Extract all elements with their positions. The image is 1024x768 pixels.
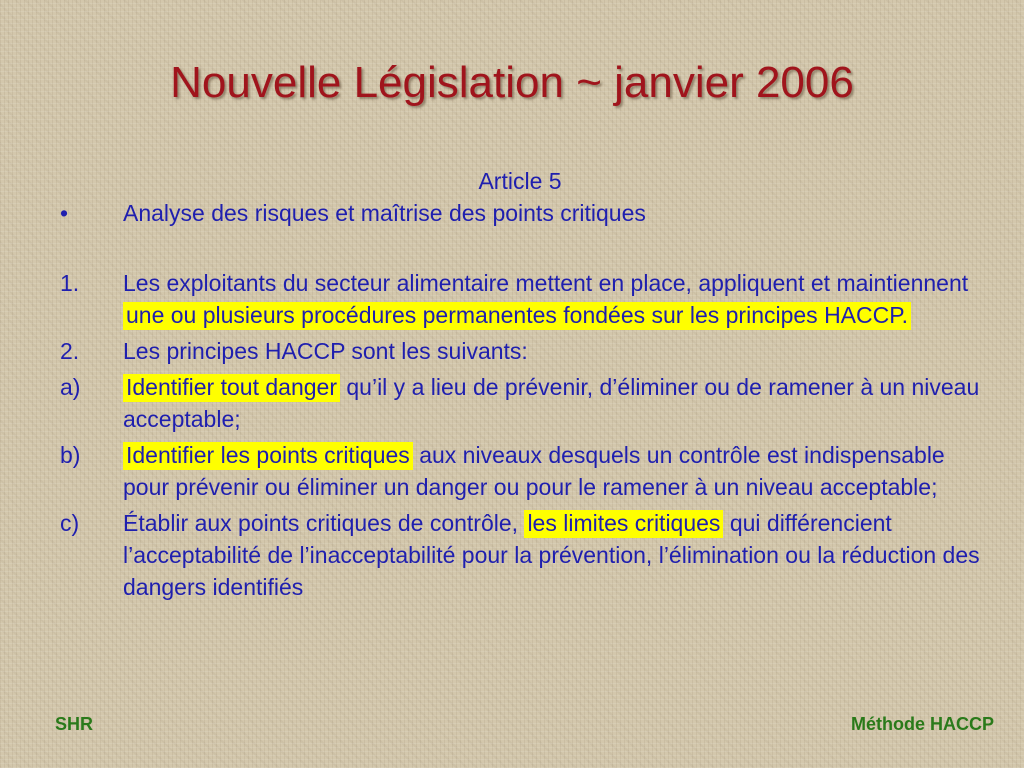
item-a-highlight: Identifier tout danger [123,374,340,402]
item-c-highlight: les limites critiques [524,510,723,538]
item-c-content [123,507,980,603]
item-b-content [123,439,980,503]
slide-title: Nouvelle Législation ~ janvier 2006 [170,58,854,107]
item-1-marker: 1. [60,270,80,296]
item-c-text-a: Établir aux points critiques de contrôle, [123,510,525,536]
list-item-1 [60,267,980,331]
item-b-text: aux niveaux desquels un contrôle est indispensable pour prévenir ou éliminer un danger ou pour le ramener à un niveau acceptable; [123,442,945,500]
item-1-highlight: une ou plusieurs procédures permanentes fondées sur les principes HACCP. [123,302,911,330]
item-b-highlight: Identifier les points critiques [123,442,413,470]
list-item-2 [60,335,980,367]
item-c-marker: c) [60,510,80,536]
item-a-text: qu’il y a lieu de prévenir, d’éliminer ou de ramener à un niveau acceptable; [123,374,980,432]
item-a-content [123,371,980,435]
paragraph-spacer [60,229,980,267]
footer-right-label: Méthode HACCP [851,714,994,734]
article-heading: Article 5 [478,168,562,194]
item-1-text: Les exploitants du secteur alimentaire mettent en place, appliquent et maintiennent [123,270,969,296]
item-2-marker: 2. [60,338,80,364]
slide-body [60,165,980,603]
footer-left-label: SHR [55,714,94,734]
list-item-b [60,439,980,503]
item-a-marker: a) [60,374,81,400]
bullet-marker: • [60,200,69,226]
bullet-item [60,197,980,229]
list-item-a [60,371,980,435]
item-2-text: Les principes HACCP sont les suivants: [123,338,528,364]
bullet-text: Analyse des risques et maîtrise des points critiques [123,200,646,226]
list-item-c [60,507,980,603]
item-b-marker: b) [60,442,81,468]
item-c-text-b: qui différencient l’acceptabilité de l’inacceptabilité pour la prévention, l’élimination ou la réduction des dangers identifiés [123,510,980,600]
item-1-content [123,267,980,331]
